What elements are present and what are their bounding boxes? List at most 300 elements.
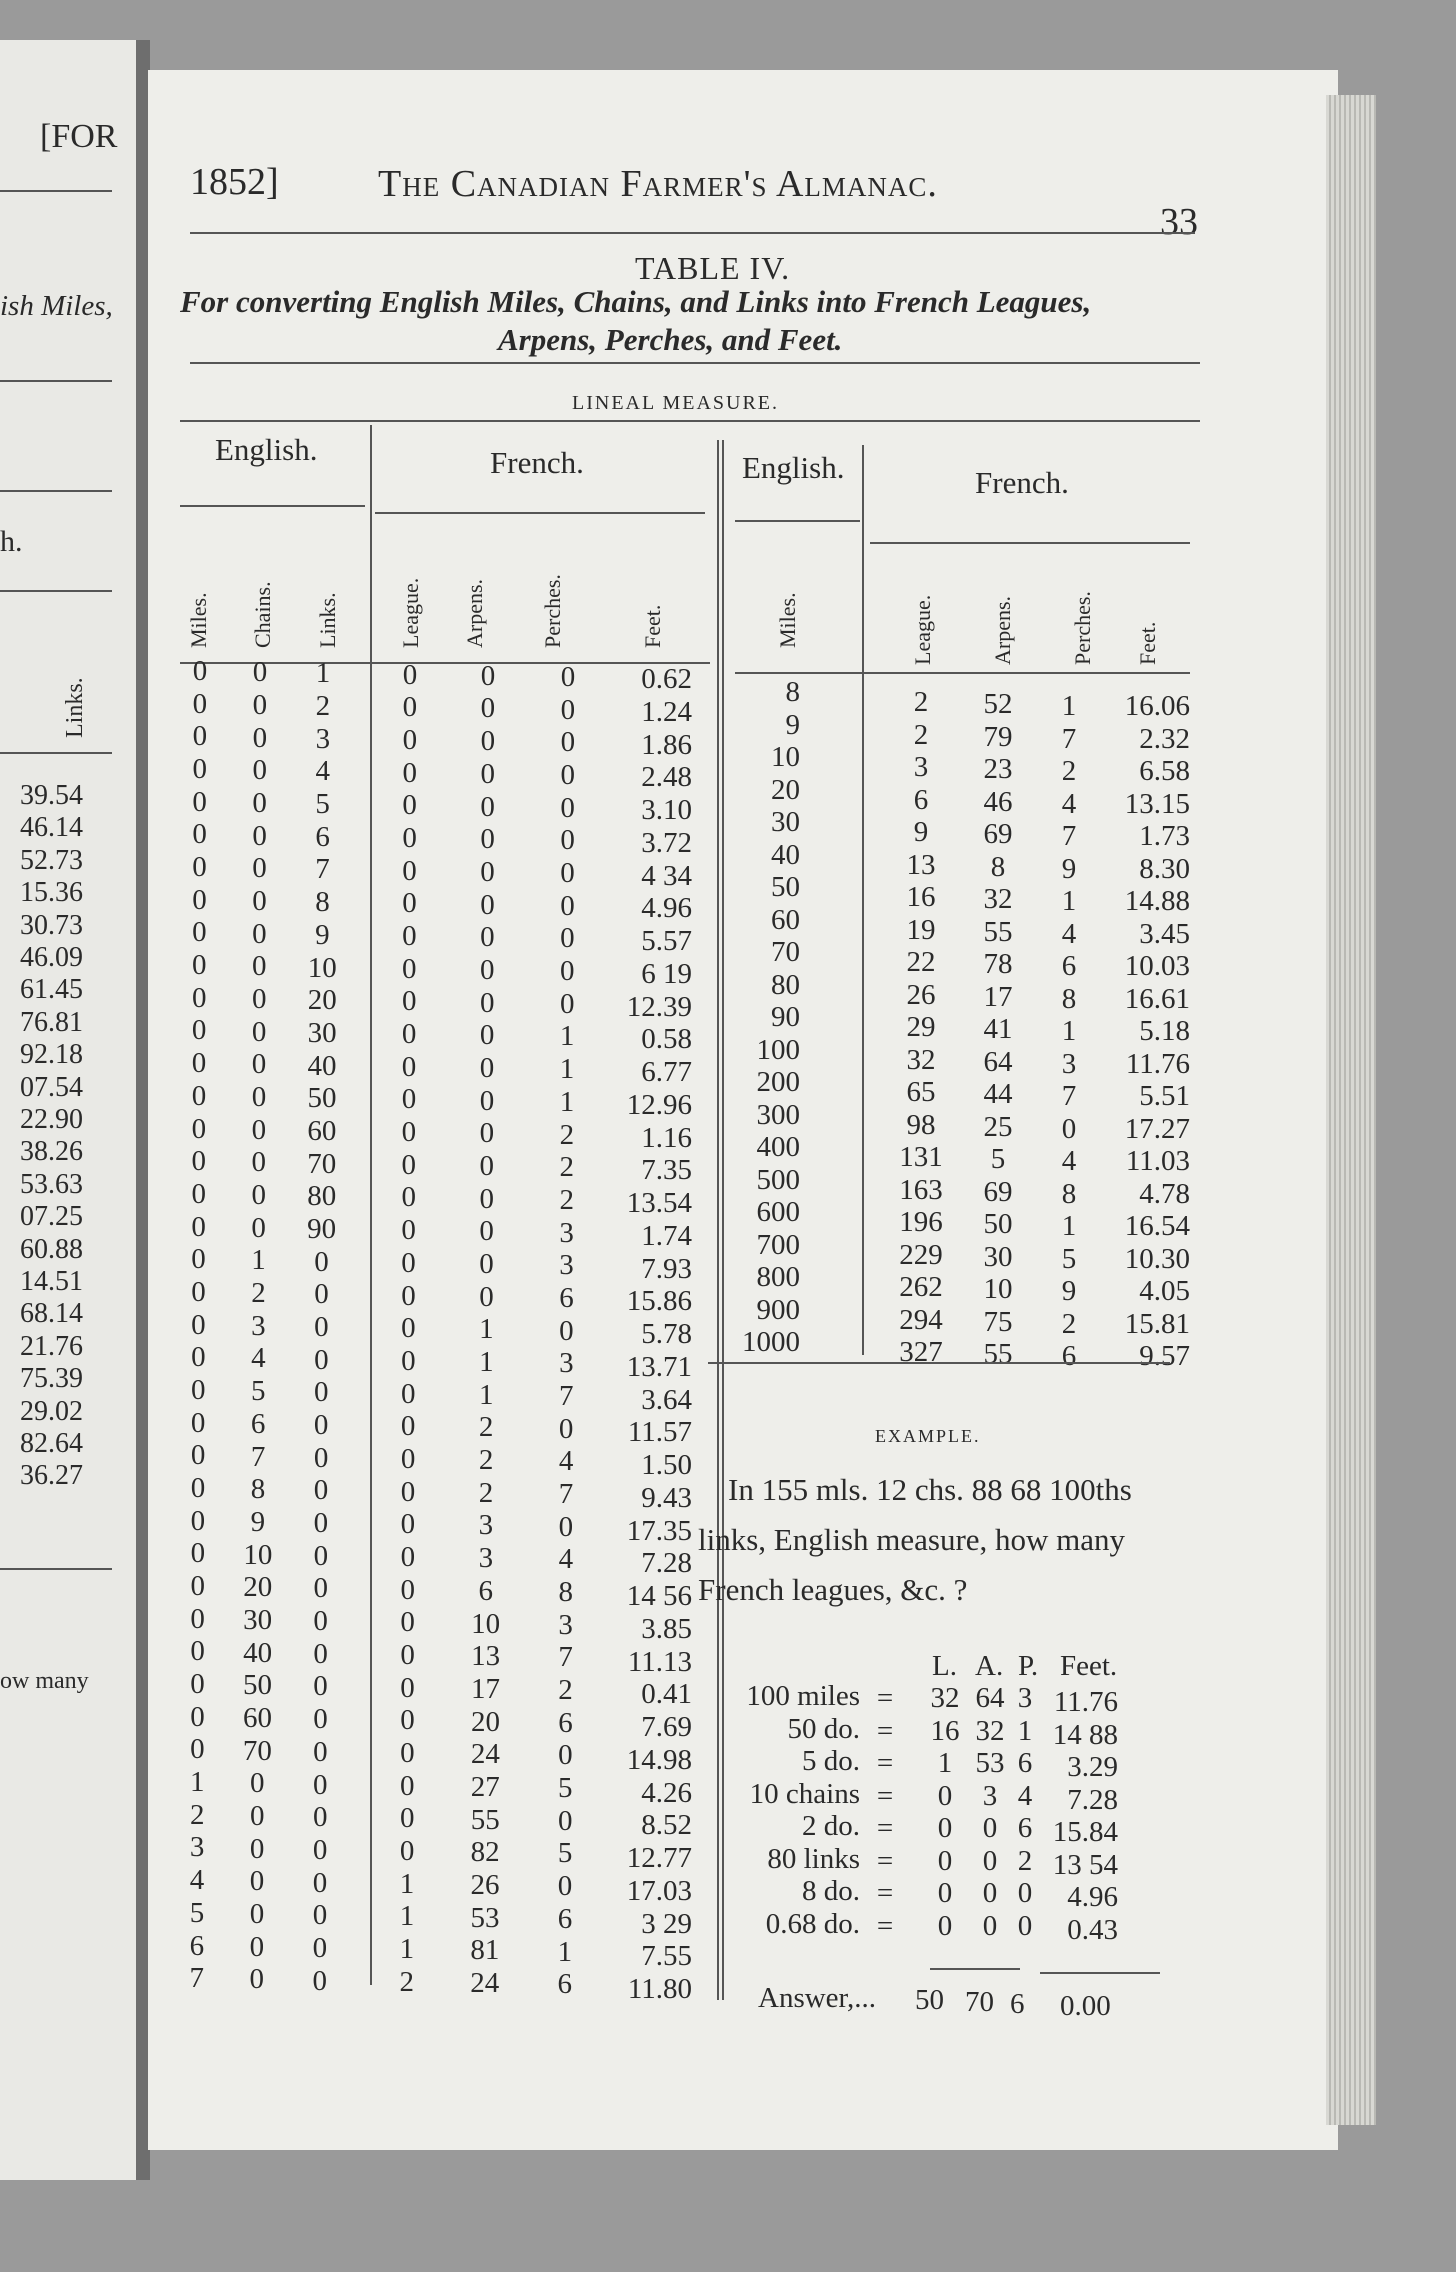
cell-arpens: 0 <box>480 888 495 921</box>
cell-miles: 0 <box>191 1308 206 1341</box>
cell-feet: 13.71 <box>626 1350 692 1383</box>
cell-chains: 3 <box>251 1309 266 1342</box>
cell-chains: 0 <box>252 786 267 819</box>
cell-league: 0 <box>402 658 418 691</box>
cell-perches: 5 <box>558 1772 573 1805</box>
cell-arpens: 0 <box>480 855 495 888</box>
example-cell: 50 do. <box>787 1712 860 1745</box>
right-cell-feet: 2.32 <box>1139 722 1190 755</box>
example-cell: 5 do. <box>802 1745 860 1777</box>
left-page-link-value: 92.18 <box>20 1039 83 1071</box>
cell-chains: 40 <box>243 1636 273 1669</box>
cell-links: 0 <box>312 1931 328 1964</box>
example-cell: 53 <box>975 1747 1005 1779</box>
cell-links: 90 <box>307 1212 337 1245</box>
right-cell-perches: 8 <box>1061 1177 1077 1210</box>
right-cell-miles: 200 <box>756 1066 800 1098</box>
right-cell-miles: 90 <box>771 1001 800 1033</box>
right-cell-perches: 1 <box>1061 1210 1077 1242</box>
cell-perches: 2 <box>559 1183 574 1216</box>
cell-arpens: 0 <box>480 757 495 790</box>
cell-chains: 0 <box>252 754 267 787</box>
right-cell-league: 327 <box>899 1336 943 1368</box>
right-cell-arpens: 41 <box>983 1013 1013 1045</box>
right-col-league-head: League. <box>910 594 935 665</box>
cell-chains: 0 <box>249 1865 265 1898</box>
cell-chains: 0 <box>249 1832 265 1865</box>
right-cell-feet: 17.27 <box>1124 1112 1190 1145</box>
cell-miles: 0 <box>191 1243 206 1276</box>
cell-arpens: 0 <box>480 725 496 758</box>
cell-feet: 7.35 <box>641 1154 692 1187</box>
header-group-rule <box>180 505 365 507</box>
cell-feet: 4 34 <box>641 859 692 892</box>
right-cell-perches: 1 <box>1061 690 1077 722</box>
right-cell-arpens: 5 <box>990 1143 1006 1175</box>
right-cell-miles: 70 <box>771 936 800 968</box>
cell-perches: 7 <box>558 1379 574 1412</box>
right-english-french-divider <box>862 445 864 1355</box>
cell-chains: 0 <box>249 1963 265 1996</box>
cell-arpens: 3 <box>478 1542 494 1575</box>
cell-miles: 0 <box>191 1145 207 1178</box>
right-cell-league: 2 <box>913 718 929 751</box>
example-cell: 1 <box>1017 1714 1033 1747</box>
cell-miles: 0 <box>190 1700 205 1733</box>
cell-links: 0 <box>313 1507 329 1540</box>
cell-miles: 0 <box>190 1602 205 1635</box>
cell-miles: 0 <box>192 851 207 884</box>
cell-miles: 5 <box>189 1896 205 1929</box>
right-cell-arpens: 25 <box>983 1110 1013 1143</box>
cell-perches: 0 <box>558 1412 574 1445</box>
cell-miles: 0 <box>190 1537 206 1570</box>
right-cell-feet: 16.61 <box>1124 982 1190 1015</box>
cell-league: 0 <box>401 1148 417 1181</box>
cell-feet: 14 56 <box>626 1580 692 1613</box>
right-cell-feet: 8.30 <box>1139 852 1190 885</box>
cell-league: 0 <box>402 723 418 756</box>
left-page-rule <box>0 490 112 492</box>
example-cell: 3 <box>1017 1682 1033 1714</box>
left-page-link-value: 46.09 <box>20 942 83 973</box>
right-cell-perches: 1 <box>1061 1015 1077 1047</box>
right-cell-feet: 5.18 <box>1139 1015 1190 1047</box>
cell-league: 0 <box>402 822 417 854</box>
table-caption-line2: Arpens, Perches, and Feet. <box>498 322 843 357</box>
cell-chains: 0 <box>252 656 268 689</box>
right-cell-league: 294 <box>899 1303 943 1336</box>
right-cell-perches: 6 <box>1061 1340 1077 1372</box>
cell-links: 0 <box>313 1539 329 1572</box>
cell-feet: 11.13 <box>627 1645 692 1678</box>
cell-miles: 0 <box>191 1275 206 1308</box>
left-page-link-value: 46.14 <box>20 812 83 844</box>
example-col-a: A. <box>975 1650 1004 1682</box>
cell-arpens: 55 <box>470 1803 500 1836</box>
example-cell: 0 <box>937 1877 953 1909</box>
cell-feet: 1.86 <box>641 728 692 761</box>
cell-feet: 17.03 <box>626 1874 692 1907</box>
cell-feet: 3.85 <box>641 1612 692 1645</box>
cell-miles: 0 <box>191 1341 206 1374</box>
cell-perches: 0 <box>560 955 575 988</box>
right-cell-perches: 5 <box>1061 1242 1077 1275</box>
cell-feet: 4.96 <box>641 892 692 925</box>
cell-league: 2 <box>399 1965 415 1998</box>
right-cell-perches: 9 <box>1061 1275 1077 1307</box>
right-cell-miles: 40 <box>771 838 800 871</box>
right-cell-arpens: 10 <box>983 1273 1013 1305</box>
cell-league: 0 <box>402 920 417 953</box>
cell-league: 0 <box>401 1246 416 1279</box>
right-cell-league: 98 <box>906 1108 936 1141</box>
left-page-header: [FOR <box>40 118 118 155</box>
cell-perches: 8 <box>558 1576 573 1609</box>
left-page-link-value: 14.51 <box>20 1266 83 1297</box>
cell-feet: 2.48 <box>641 761 692 794</box>
right-cell-feet: 14.88 <box>1124 885 1190 917</box>
example-cell: 10 chains <box>749 1777 860 1810</box>
header-group-rule <box>735 520 860 522</box>
cell-links: 0 <box>314 1311 329 1343</box>
right-cell-miles: 30 <box>771 806 800 838</box>
right-cell-league: 262 <box>899 1271 943 1303</box>
right-cell-perches: 2 <box>1061 1307 1077 1340</box>
cell-perches: 0 <box>557 1870 573 1903</box>
cell-perches: 0 <box>560 889 575 922</box>
cell-league: 0 <box>401 1116 417 1149</box>
right-cell-league: 65 <box>906 1076 936 1108</box>
cell-perches: 0 <box>560 759 575 792</box>
right-cell-miles: 8 <box>785 676 800 708</box>
cell-feet: 14.98 <box>626 1743 692 1776</box>
cell-perches: 0 <box>560 791 575 824</box>
cell-miles: 1 <box>190 1766 205 1799</box>
example-cell: 16 <box>930 1714 960 1747</box>
right-cell-arpens: 79 <box>983 720 1013 753</box>
example-cell: 32 <box>930 1682 960 1714</box>
example-cell: = <box>876 1877 894 1909</box>
cell-chains: 30 <box>243 1603 273 1636</box>
right-cell-arpens: 17 <box>983 980 1013 1013</box>
english-french-divider <box>370 425 372 1985</box>
right-cell-arpens: 52 <box>983 688 1013 720</box>
example-cell: = <box>876 1909 894 1942</box>
cell-league: 0 <box>401 1050 417 1083</box>
cell-perches: 0 <box>559 1314 574 1347</box>
answer-rule-b <box>1040 1972 1160 1974</box>
cell-arpens: 2 <box>478 1476 494 1509</box>
cell-links: 0 <box>312 1899 328 1932</box>
cell-arpens: 3 <box>478 1509 494 1542</box>
right-cell-perches: 7 <box>1061 1080 1077 1112</box>
cell-feet: 12.77 <box>626 1842 692 1875</box>
cell-chains: 0 <box>251 1211 266 1244</box>
cell-chains: 20 <box>243 1571 273 1604</box>
right-cell-perches: 2 <box>1061 755 1077 787</box>
right-cell-feet: 9.57 <box>1139 1340 1190 1372</box>
cell-miles: 4 <box>189 1864 205 1897</box>
cell-chains: 0 <box>251 1146 267 1179</box>
left-page-link-value: 38.26 <box>20 1136 83 1168</box>
cell-feet: 0.41 <box>641 1678 692 1711</box>
right-cell-feet: 16.06 <box>1124 690 1190 722</box>
example-cell: = <box>876 1844 894 1877</box>
cell-league: 0 <box>402 854 417 887</box>
example-cell: 0 <box>982 1877 998 1909</box>
cell-links: 2 <box>315 690 331 723</box>
cell-chains: 0 <box>251 1048 267 1081</box>
answer-feet: 0.00 <box>1060 1990 1111 2022</box>
cell-feet: 1.16 <box>641 1121 692 1154</box>
left-page-link-value: 21.76 <box>20 1330 83 1362</box>
example-cell: = <box>876 1779 894 1812</box>
col-links-head: Links. <box>315 592 340 648</box>
cell-perches: 0 <box>558 1510 574 1543</box>
cell-arpens: 82 <box>470 1836 500 1869</box>
cell-league: 0 <box>400 1508 416 1541</box>
cell-perches: 0 <box>560 661 576 693</box>
left-page-link-value: 29.02 <box>20 1395 83 1427</box>
left-page-rule <box>0 590 112 592</box>
cell-arpens: 2 <box>478 1411 494 1444</box>
example-cell: 1 <box>937 1747 953 1779</box>
cell-perches: 2 <box>559 1151 575 1184</box>
cell-miles: 0 <box>192 720 208 753</box>
cell-links: 70 <box>307 1147 337 1180</box>
cell-perches: 2 <box>558 1674 573 1707</box>
example-cell: 3.29 <box>1067 1751 1118 1783</box>
cell-league: 0 <box>400 1410 416 1443</box>
right-cell-arpens: 23 <box>983 753 1013 785</box>
cell-miles: 0 <box>191 1177 206 1210</box>
cell-arpens: 81 <box>470 1934 500 1967</box>
cell-arpens: 20 <box>470 1705 500 1738</box>
col-league-head: League. <box>398 577 423 648</box>
cell-links: 0 <box>313 1474 329 1507</box>
right-cell-league: 196 <box>899 1206 943 1238</box>
cell-feet: 1.74 <box>641 1219 692 1252</box>
example-cell: 15.84 <box>1052 1816 1118 1848</box>
cell-arpens: 53 <box>470 1901 500 1934</box>
cell-miles: 6 <box>189 1929 205 1962</box>
cell-perches: 5 <box>557 1837 573 1870</box>
example-cell: = <box>876 1747 894 1779</box>
cell-miles: 0 <box>191 1112 207 1145</box>
right-cell-arpens: 75 <box>983 1305 1013 1338</box>
left-page-link-value: 07.54 <box>20 1071 83 1103</box>
left-page-link-value: 61.45 <box>20 974 83 1006</box>
cell-arpens: 27 <box>470 1770 500 1803</box>
right-cell-perches: 7 <box>1061 820 1077 852</box>
cell-arpens: 24 <box>470 1967 500 1999</box>
example-cell: 0 <box>937 1844 953 1877</box>
cell-feet: 6.77 <box>641 1056 692 1089</box>
cell-miles: 0 <box>190 1439 206 1472</box>
cell-perches: 6 <box>557 1902 573 1935</box>
cell-arpens: 1 <box>479 1346 494 1379</box>
cell-league: 0 <box>401 1083 417 1116</box>
cell-league: 0 <box>401 1279 416 1312</box>
cell-perches: 4 <box>558 1445 574 1478</box>
cell-feet: 7.69 <box>641 1711 692 1744</box>
right-cell-miles: 50 <box>771 871 800 903</box>
cell-miles: 0 <box>190 1635 205 1668</box>
cell-feet: 3.72 <box>641 826 692 859</box>
cell-miles: 0 <box>190 1472 206 1504</box>
right-cell-miles: 10 <box>771 741 800 773</box>
left-page-link-value: 52.73 <box>20 844 83 876</box>
cell-perches: 1 <box>559 1020 575 1053</box>
right-cell-league: 2 <box>913 686 929 718</box>
right-cell-league: 13 <box>906 848 936 881</box>
cell-perches: 0 <box>558 1739 573 1772</box>
cell-links: 0 <box>312 1833 328 1866</box>
right-cell-league: 3 <box>913 751 929 783</box>
col-miles-head: Miles. <box>186 592 211 648</box>
right-cell-league: 6 <box>913 783 929 816</box>
cell-miles: 0 <box>192 949 207 982</box>
right-cell-league: 29 <box>906 1011 936 1043</box>
right-cell-perches: 9 <box>1061 852 1077 885</box>
cell-league: 0 <box>401 1018 417 1051</box>
right-cell-feet: 5.51 <box>1139 1080 1190 1112</box>
cell-perches: 6 <box>558 1706 573 1739</box>
right-cell-perches: 3 <box>1061 1047 1077 1080</box>
cell-feet: 12.39 <box>626 990 692 1023</box>
cell-arpens: 10 <box>471 1607 501 1640</box>
cell-miles: 0 <box>192 916 207 949</box>
cell-chains: 0 <box>251 983 267 1015</box>
cell-league: 0 <box>401 1312 416 1345</box>
table-subtitle: LINEAL MEASURE. <box>572 392 780 414</box>
left-page-link-value: 15.36 <box>20 877 83 909</box>
cell-league: 0 <box>401 1344 416 1377</box>
left-page-link-value: 22.90 <box>20 1104 83 1135</box>
example-cell: 4.96 <box>1067 1881 1118 1913</box>
cell-league: 0 <box>400 1442 416 1475</box>
cell-arpens: 0 <box>479 1084 495 1117</box>
cell-links: 80 <box>307 1180 337 1213</box>
cell-arpens: 26 <box>470 1868 500 1901</box>
example-cell: 3 <box>982 1779 998 1812</box>
cell-feet: 11.80 <box>627 1973 692 2006</box>
right-cell-miles: 500 <box>756 1163 800 1196</box>
cell-links: 6 <box>315 820 330 853</box>
right-cell-feet: 13.15 <box>1124 787 1190 820</box>
cell-links: 0 <box>313 1376 329 1409</box>
cell-chains: 0 <box>249 1800 265 1832</box>
cell-perches: 3 <box>559 1249 574 1282</box>
right-cell-feet: 4.78 <box>1139 1177 1190 1210</box>
cell-arpens: 13 <box>471 1640 501 1673</box>
cell-chains: 0 <box>251 1081 267 1114</box>
cell-league: 0 <box>401 985 417 1018</box>
cell-arpens: 0 <box>479 1215 494 1248</box>
right-cell-arpens: 69 <box>983 1175 1013 1208</box>
example-question-line1: In 155 mls. 12 chs. 88 68 100ths <box>728 1472 1132 1507</box>
cell-links: 4 <box>315 755 330 788</box>
cell-feet: 17.35 <box>626 1514 692 1547</box>
left-page-rule <box>0 752 112 754</box>
cell-league: 0 <box>400 1377 416 1410</box>
cell-arpens: 0 <box>479 986 495 1019</box>
right-cell-miles: 20 <box>771 773 800 806</box>
right-column-head-rule <box>735 672 1190 674</box>
cell-chains: 0 <box>252 819 267 852</box>
header-rule <box>190 232 1195 234</box>
cell-links: 0 <box>313 1441 329 1474</box>
cell-league: 0 <box>401 1214 416 1247</box>
cell-miles: 0 <box>191 1014 207 1047</box>
cell-chains: 0 <box>252 688 268 721</box>
cell-arpens: 2 <box>478 1444 494 1477</box>
cell-chains: 5 <box>250 1375 266 1408</box>
cell-miles: 0 <box>192 687 208 720</box>
right-cell-feet: 4.05 <box>1139 1275 1190 1307</box>
cell-miles: 0 <box>190 1504 206 1537</box>
col-chains-head: Chains. <box>250 581 275 648</box>
cell-miles: 0 <box>192 753 207 786</box>
right-cell-arpens: 55 <box>983 915 1013 948</box>
right-cell-perches: 4 <box>1061 1145 1077 1177</box>
left-page-rule <box>0 380 112 382</box>
cell-arpens: 0 <box>480 790 495 823</box>
cell-feet: 3 29 <box>641 1907 692 1940</box>
right-cell-miles: 1000 <box>742 1326 800 1358</box>
left-page-link-value: 68.14 <box>20 1298 83 1330</box>
left-page-link-value: 76.81 <box>20 1006 83 1038</box>
cell-league: 1 <box>399 1933 415 1966</box>
cell-miles: 0 <box>192 655 208 687</box>
right-cell-league: 16 <box>906 881 936 913</box>
right-cell-feet: 11.76 <box>1125 1047 1190 1080</box>
cell-chains: 0 <box>252 721 268 754</box>
cell-perches: 3 <box>559 1347 574 1380</box>
cell-links: 20 <box>307 984 337 1017</box>
left-page-links-heading: Links. <box>62 677 88 738</box>
cell-feet: 1.50 <box>641 1449 692 1482</box>
left-page-link-value: 36.27 <box>20 1460 83 1492</box>
cell-league: 0 <box>400 1639 415 1671</box>
cell-feet: 9.43 <box>641 1481 692 1514</box>
right-cell-miles: 700 <box>756 1228 800 1261</box>
cell-links: 0 <box>314 1343 329 1376</box>
cell-miles: 7 <box>189 1962 205 1995</box>
cell-feet: 3.64 <box>641 1383 692 1416</box>
cell-feet: 3.10 <box>641 794 692 827</box>
cell-chains: 2 <box>251 1277 266 1310</box>
right-french-group: French. <box>975 465 1069 500</box>
right-cell-arpens: 69 <box>983 818 1013 850</box>
right-cell-perches: 1 <box>1061 885 1077 917</box>
cell-arpens: 17 <box>471 1672 501 1705</box>
example-cell: = <box>876 1812 894 1844</box>
example-cell: = <box>876 1714 894 1747</box>
cell-league: 0 <box>400 1704 415 1737</box>
right-cell-league: 26 <box>906 978 936 1011</box>
example-cell: 32 <box>975 1714 1005 1747</box>
cell-chains: 4 <box>251 1342 266 1375</box>
example-cell: 6 <box>1017 1812 1033 1844</box>
left-page-link-value: 30.73 <box>20 909 83 941</box>
cell-links: 0 <box>313 1768 328 1801</box>
cell-perches: 0 <box>559 987 575 1020</box>
cell-chains: 7 <box>250 1440 266 1473</box>
cell-chains: 0 <box>250 1767 265 1800</box>
header-group-rule <box>870 542 1190 544</box>
